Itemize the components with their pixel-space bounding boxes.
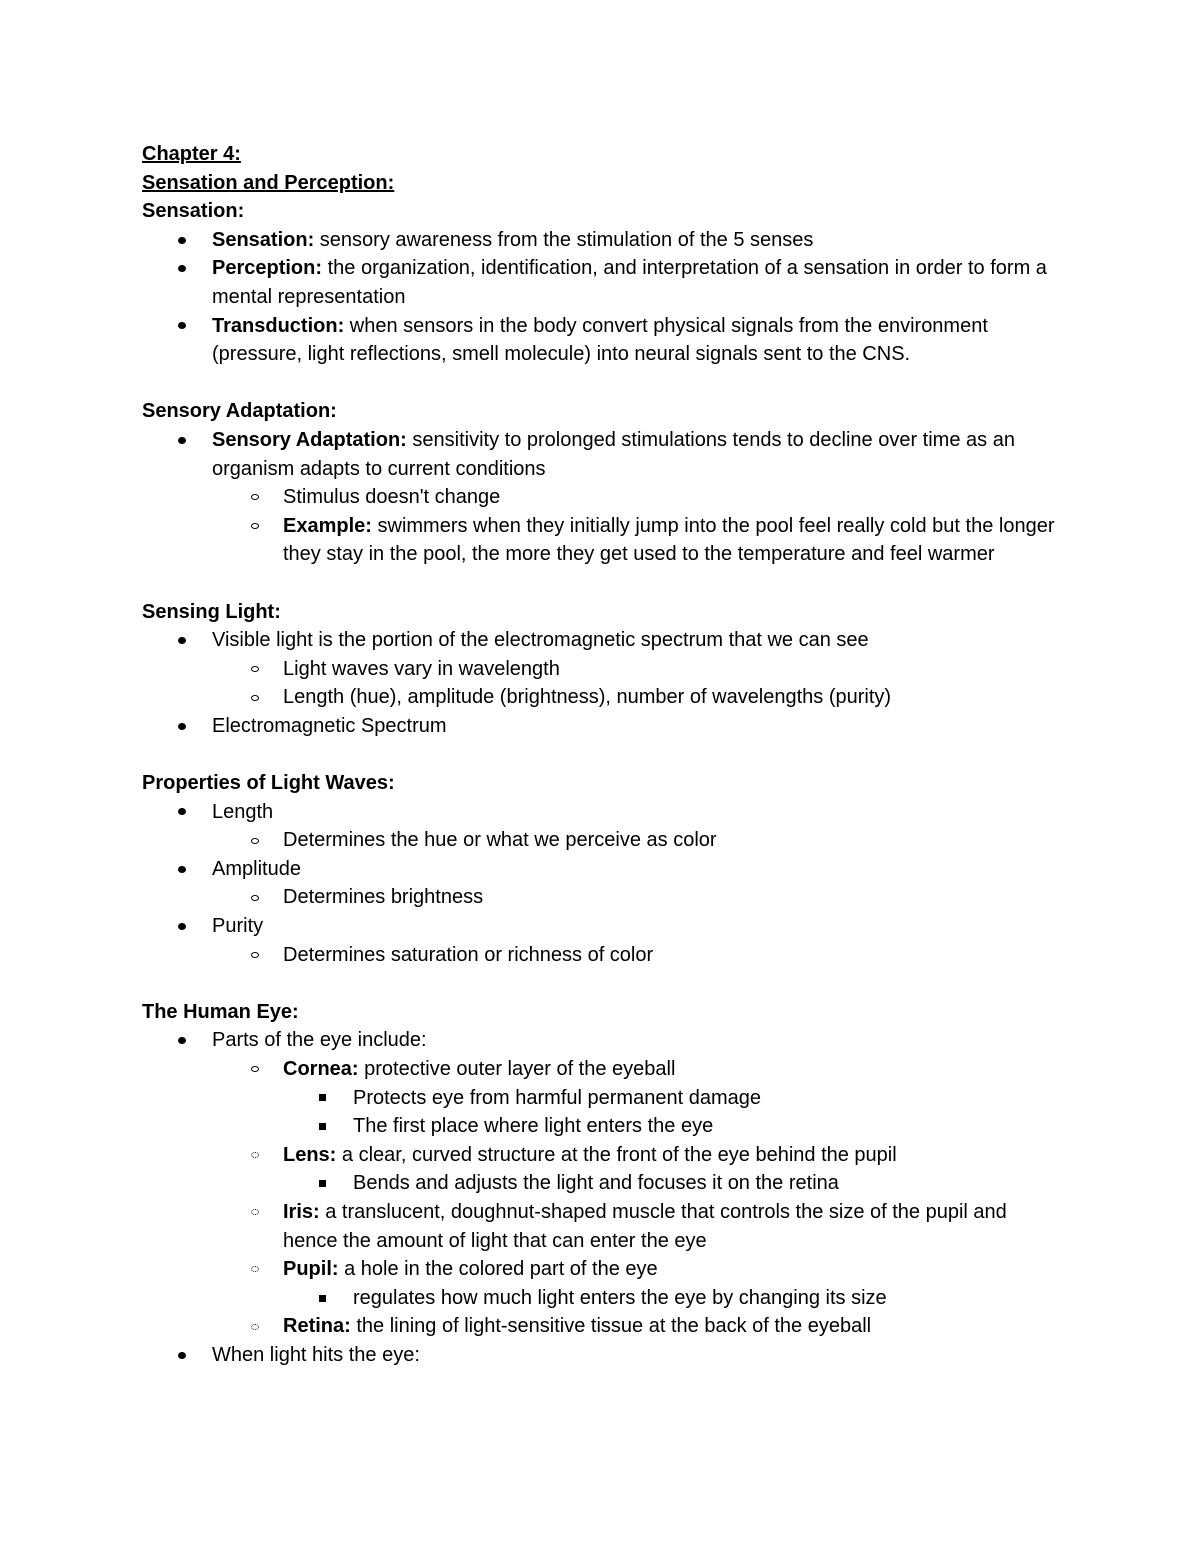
list-item: When light hits the eye: [142,1341,1062,1370]
square-bullet-icon [319,1295,326,1302]
circle-bullet-icon [251,1324,259,1330]
section-heading-adaptation: Sensory Adaptation: [142,400,337,423]
circle-bullet-icon [251,895,259,901]
list-item: Transduction: when sensors in the body convert physical signals from the environment (pressure, light reflections, smell molecule) into neural signals sent to the CNS. [142,312,1062,369]
bullet-icon [178,808,186,815]
bullet-icon [178,923,186,930]
list-item: Perception: the organization, identification, and interpretation of a sensation in order to form a mental representation [142,254,1062,311]
chapter-title: Chapter 4: [142,143,241,165]
list-item: Iris: a translucent, doughnut-shaped muscle that controls the size of the pupil and hence the amount of light that can enter the eye [142,1198,1062,1255]
list-item: Determines saturation or richness of color [142,941,1062,970]
list-item: Amplitude [142,855,1062,884]
list-item: Determines the hue or what we perceive as color [142,826,1062,855]
circle-bullet-icon [251,952,259,958]
list-item: Lens: a clear, curved structure at the front of the eye behind the pupil [142,1141,1062,1170]
list-item: Bends and adjusts the light and focuses it on the retina [142,1169,1062,1198]
eye-list [142,1026,1062,1369]
circle-bullet-icon [251,838,259,844]
circle-bullet-icon [251,695,259,701]
bullet-icon [178,1037,186,1044]
square-bullet-icon [319,1180,326,1187]
list-item: Retina: the lining of light-sensitive tissue at the back of the eyeball [142,1312,1062,1341]
document-content [142,140,1062,1370]
list-item: Protects eye from harmful permanent damage [142,1084,1062,1113]
section-heading-properties: Properties of Light Waves: [142,772,395,795]
circle-bullet-icon [251,1152,259,1158]
section-heading-light: Sensing Light: [142,600,281,623]
bullet-icon [178,437,186,444]
list-item: Length (hue), amplitude (brightness), number of wavelengths (purity) [142,683,1062,712]
list-item: Example: swimmers when they initially jump into the pool feel really cold but the longer they stay in the pool, the more they get used to the temperature and feel warmer [142,512,1062,569]
properties-list [142,798,1062,970]
light-list [142,626,1062,740]
bullet-icon [178,1352,186,1359]
bullet-icon [178,237,186,244]
square-bullet-icon [319,1123,326,1130]
list-item: Sensation: sensory awareness from the stimulation of the 5 senses [142,226,1062,255]
bullet-icon [178,723,186,730]
list-item: Visible light is the portion of the electromagnetic spectrum that we can see [142,626,1062,655]
list-item: Light waves vary in wavelength [142,655,1062,684]
bullet-icon [178,866,186,873]
list-item: Purity [142,912,1062,941]
circle-bullet-icon [251,523,259,529]
bullet-icon [178,265,186,272]
bullet-icon [178,322,186,329]
circle-bullet-icon [251,1209,259,1215]
list-item: Electromagnetic Spectrum [142,712,1062,741]
list-item: Pupil: a hole in the colored part of the eye [142,1255,1062,1284]
section-heading-sensation: Sensation: [142,200,245,223]
circle-bullet-icon [251,1066,259,1072]
bullet-icon [178,637,186,644]
circle-bullet-icon [251,494,259,500]
list-item: Cornea: protective outer layer of the eyeball [142,1055,1062,1084]
main-title: Sensation and Perception: [142,171,395,194]
list-item: Parts of the eye include: [142,1026,1062,1055]
square-bullet-icon [319,1094,326,1101]
section-heading-eye: The Human Eye: [142,1000,299,1023]
sensation-list [142,226,1062,369]
list-item: Determines brightness [142,883,1062,912]
list-item: Stimulus doesn't change [142,483,1062,512]
adaptation-list [142,426,1062,569]
list-item: The first place where light enters the eye [142,1112,1062,1141]
circle-bullet-icon [251,1266,259,1272]
circle-bullet-icon [251,666,259,672]
list-item: Sensory Adaptation: sensitivity to prolonged stimulations tends to decline over time as an organism adapts to current conditions [142,426,1062,483]
list-item: Length [142,798,1062,827]
list-item: regulates how much light enters the eye by changing its size [142,1284,1062,1313]
